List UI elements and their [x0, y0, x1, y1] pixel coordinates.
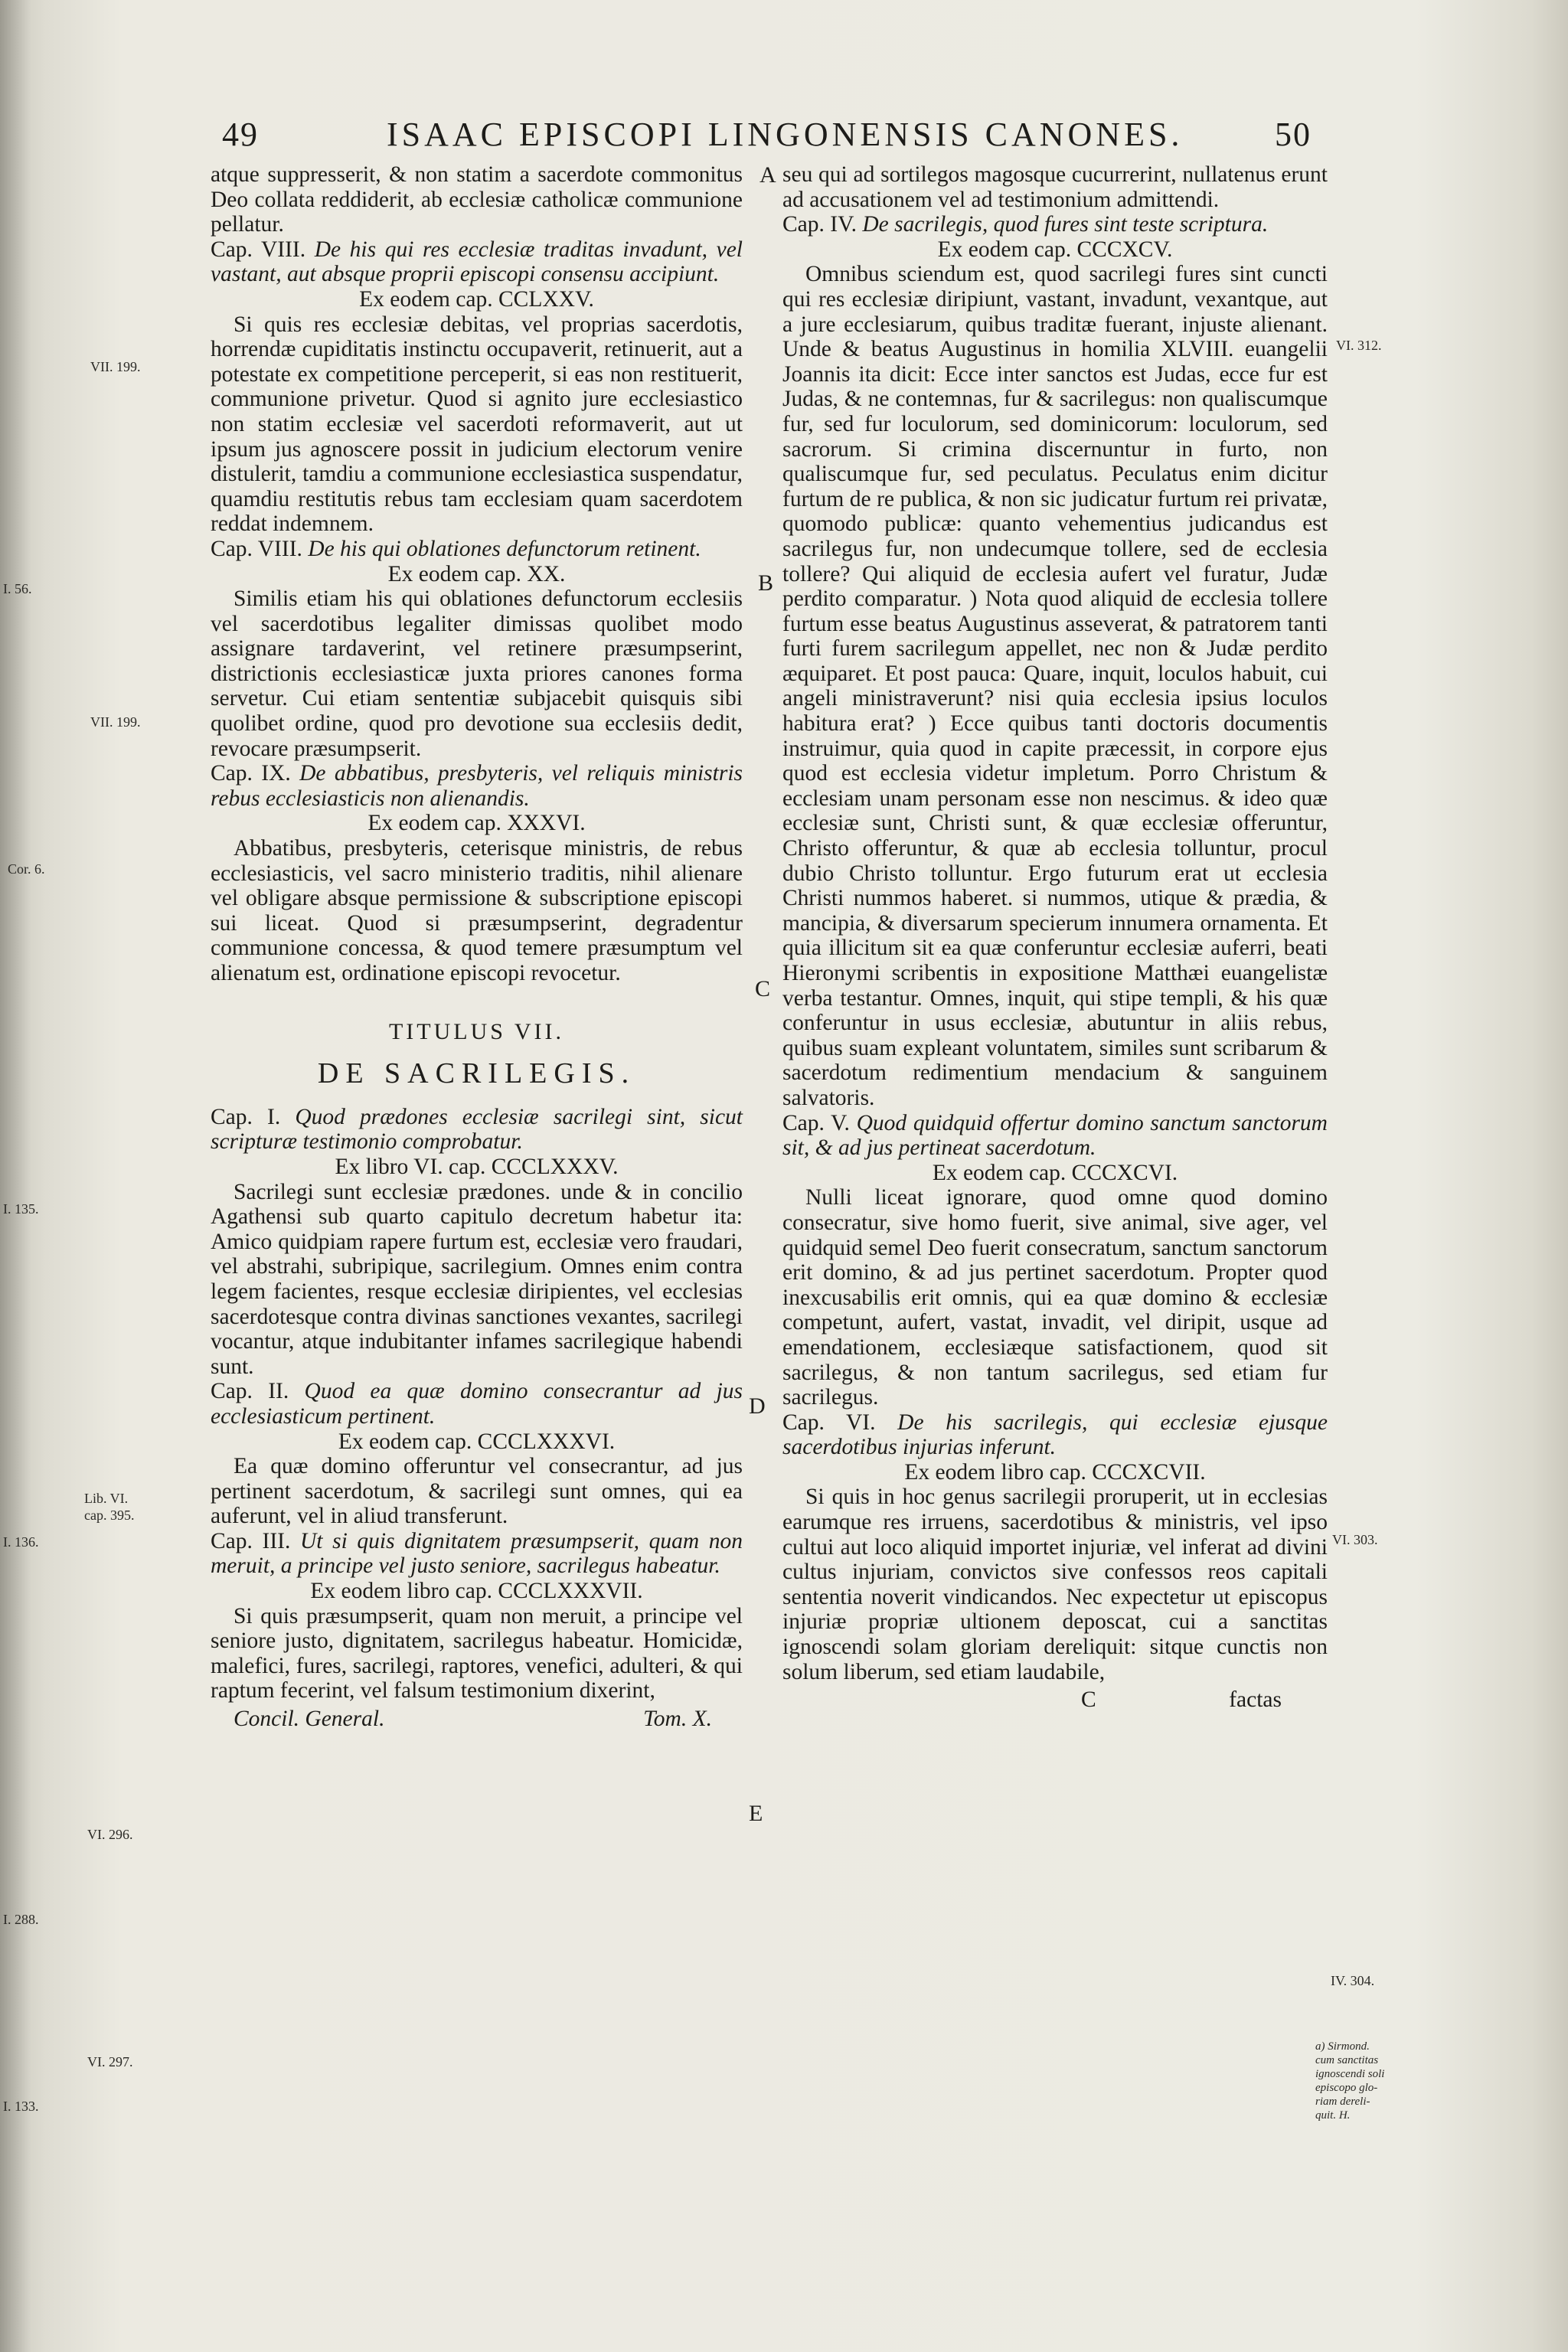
margin-note: VII. 199. — [90, 359, 141, 374]
section-letter-b: B — [758, 570, 774, 596]
titulus-heading: TITULUS VII. — [388, 1018, 565, 1044]
section-letter-e: E — [749, 1801, 763, 1826]
margin-note: I. 133. — [3, 2099, 39, 2114]
chapter-title: De his qui res ecclesiæ traditas invadunt, vel vastant, aut absque proprii episcopi consensu accipiunt. — [211, 237, 743, 287]
chapter-source: Ex eodem cap. CCCLXXXVI. — [338, 1429, 616, 1454]
chapter-number: Cap. VIII. — [211, 237, 306, 262]
chapter-source: Ex eodem cap. CCCXCVI. — [932, 1160, 1178, 1185]
right-column — [782, 162, 1328, 1713]
section-heading: DE SACRILEGIS. — [317, 1057, 636, 1090]
paragraph: Nulli liceat ignorare, quod omne quod domino consecratur, sive homo fuerit, sive animal, sive ager, vel quidquid semel Deo fuerit consecratum, sanctum sanctorum erit domino, & ad jus pertinet sacerdotum. Propter quod inexcusabilis erit omnis, qui ea quæ domino & ecclesiæ competunt, aufert, vastat, invadit, vel diripit, usque ad emendationem, ecclesiæque satisfactionem, quod sit sacrilegus, & non tantum sacrilegus, sed etiam fur sacrilegus. — [782, 1185, 1328, 1410]
chapter-title: Quod ea quæ domino consecrantur ad jus ecclesiasticum pertinent. — [211, 1379, 743, 1429]
chapter-source: Ex eodem cap. CCCXCV. — [937, 237, 1173, 262]
paragraph: atque suppresserit, & non statim a sacerdote commonitus Deo collata reddiderit, ab ecclesiæ catholicæ communione pellatur. — [211, 162, 743, 237]
chapter-source: Ex eodem libro cap. CCCXCVII. — [904, 1459, 1206, 1485]
section-letter-a: A — [760, 162, 776, 188]
chapter-heading — [782, 1111, 1328, 1161]
catchword: factas — [1229, 1687, 1282, 1713]
margin-note: VII. 199. — [90, 714, 141, 730]
paragraph: Si quis res ecclesiæ debitas, vel proprias sacerdotis, horrendæ cupiditatis instinctu occupaverit, retinuerit, aut a potestate ex competitione perceperit, si eas non restituerit, communione privetur. Quod si agnito jure ecclesiastico non statim ecclesiæ vel sacerdoti reformaverit, aut ut ipsum jus agnoscere possit in judicium electorum venire distulerit, tamdiu a communione ecclesiastica suspendatur, quamdiu restitutis rebus tam ecclesiam quam sacerdotem reddat indemnem. — [211, 312, 743, 537]
chapter-source: Ex eodem cap. XXXVI. — [368, 811, 586, 836]
chapter-heading — [782, 1410, 1328, 1460]
signature-mark: C — [1081, 1687, 1096, 1713]
chapter-number: Cap. III. — [211, 1528, 291, 1553]
section-letter-d: D — [749, 1393, 766, 1419]
left-column — [211, 162, 743, 1732]
margin-note: I. 136. — [3, 1534, 39, 1550]
chapter-heading — [211, 1379, 743, 1429]
paragraph: Si quis præsumpserit, quam non meruit, a principe vel seniore justo, dignitatem, sacrilegus habeatur. Homicidæ, malefici, fures, sacrilegi, raptores, venefici, adulteri, & qui raptum fecerint, vel falsum testimonium dixerint, — [211, 1603, 743, 1704]
chapter-source: Ex eodem libro cap. CCCLXXXVII. — [310, 1579, 643, 1604]
paragraph: Si quis in hoc genus sacrilegii proruperit, ut in ecclesias earumque res irruens, sacerdotibus & ministris, vel ipso cultui aut loco aliquid importet injuriæ, vel inferat ad divini cultus injuriam, convictos sive confessos reos capitali sententia noverit vindicandos. Nec expectetur ut episcopus injuriæ propriæ ultionem deposcat, cui a sanctitas ignoscendi solam gloriam dereliquit: sitque cunctis non solum liberum, sed etiam laudabile, — [782, 1485, 1328, 1684]
margin-note: VI. 296. — [87, 1827, 133, 1842]
catchline — [211, 1707, 743, 1732]
chapter-title: De abbatibus, presbyteris, vel reliquis ministris rebus ecclesiasticis non alienandis. — [211, 761, 743, 811]
margin-note: Lib. VI. cap. 395. — [84, 1491, 135, 1523]
chapter-number: Cap. VI. — [782, 1410, 876, 1435]
margin-note: IV. 304. — [1331, 1973, 1375, 1988]
chapter-number: Cap. II. — [211, 1379, 289, 1404]
margin-note: I. 135. — [3, 1201, 39, 1217]
catchline-left: Concil. General. — [234, 1707, 385, 1732]
paragraph: Ea quæ domino offeruntur vel consecrantur, ad jus pertinent sacerdotum, & sacrilegi sunt omnes, qui ea auferunt, vel in aliud transferunt. — [211, 1454, 743, 1529]
margin-note: I. 56. — [3, 581, 32, 596]
footnote: a) Sirmond. cum sanctitas ignoscendi soli episcopo glo- riam dereli- quit. H. — [1315, 2040, 1385, 2122]
margin-note: VI. 312. — [1336, 338, 1382, 353]
chapter-title: Quod quidquid offertur domino sanctum sanctorum sit, & ad jus pertineat sacerdotum. — [782, 1110, 1328, 1161]
chapter-heading — [211, 1529, 743, 1579]
paragraph: Abbatibus, presbyteris, ceterisque ministris, de rebus ecclesiasticis, vel sacro ministerio traditis, nihil alienare vel obligare absque permissione & subscriptione episcopi sui liceat. Quod si præsumpserint, degradentur communione concessa, & quod temere præsumptum vel alienatum est, ordinatione episcopi revocetur. — [211, 836, 743, 985]
chapter-title: Quod prædones ecclesiæ sacrilegi sint, sicut scripturæ testimonio comprobatur. — [211, 1104, 743, 1155]
chapter-number: Cap. V. — [782, 1110, 850, 1135]
chapter-title: De his sacrilegis, qui ecclesiæ ejusque sacerdotibus injurias inferunt. — [782, 1410, 1328, 1460]
paragraph: Omnibus sciendum est, quod sacrilegi fures sint cuncti qui res ecclesiæ diripiunt, vastant, invadunt, vexantque, aut a jure ecclesiarum, quibus traditæ fuerant, injuste alienant. Unde & beatus Augustinus in homilia XLVIII. euangelii Joannis ita dicit: Ecce inter sanctos est Judas, ecce fur est Judas, & ne contemnas, fur & sacrilegus: non qualiscumque fur, sed fur loculorum, sed dominicorum: loculorum, sed sacrorum. Si crimina discernuntur in furto, non qualiscumque fur, sed peculatus. Peculatus enim dicitur furtum de re publica, & non sic judicatur furtum rei privatæ, quomodo publicæ: quanto vehementius judicandus est sacrilegus fur, non undecumque tollere, sed de ecclesia tollere? Qui aliquid de ecclesia aufert vel furatur, Judæ perdito comparatur. ) Nota quod aliquid de ecclesia tollere furtum esse beatus Augustinus asseverat, & patratorem tanti furti furem sacrilegum appellet, nec non & Judæ perdito æquiparet. Et post pauca: Quare, inquit, loculos habuit, cui angeli ministraverunt? nisi quia ecclesia ipsius loculos habitura erat? ) Ecce quibus tanti doctoris documentis instruimur, quia quod in capite præcessit, in corpore ejus quod est ecclesia videtur impletum. Porro Christum & ecclesiam unam personam esse non nescimus. & ideo quæ ecclesiæ sunt, Christi sunt, & quæ ecclesiæ offeruntur, Christo offeruntur, & quæ ab ecclesia tolluntur, procul dubio Christo tolluntur. Ergo futurum erat ut ecclesia Christi nummos haberet. si nummos, utique & prædia, & mancipia, & diversarum specierum innumera ornamenta. Et quia illicitum sit ea quæ conferuntur ecclesiæ auferri, beati Hieronymi scribentis in expositione Matthæi euangelistæ verba testantur. Omnes, inquit, qui stipe templi, & his quæ conferuntur in usus ecclesiæ, abutuntur in aliis rebus, quibus suam expleant voluntatem, similes sunt scribarum & sacerdotum redimentium mendacium & sanguinem salvatoris. — [782, 262, 1328, 1110]
paragraph: seu qui ad sortilegos magosque cucurrerint, nullatenus erunt ad accusationem vel ad testimonium admittendi. — [782, 162, 1328, 212]
chapter-source: Ex eodem cap. XX. — [387, 561, 566, 586]
gutter-shadow — [0, 0, 31, 2352]
chapter-heading — [211, 537, 743, 562]
margin-note: VI. 303. — [1332, 1532, 1378, 1547]
margin-note: Cor. 6. — [8, 861, 45, 877]
margin-note: VI. 297. — [87, 2054, 133, 2069]
page-number-right: 50 — [1275, 116, 1312, 153]
catchline-right: Tom. X. — [643, 1707, 712, 1732]
chapter-heading — [211, 761, 743, 811]
chapter-title: Ut si quis dignitatem præsumpserit, quam non meruit, a principe vel justo seniore, sacrilegus habeatur. — [211, 1528, 743, 1579]
chapter-number: Cap. I. — [211, 1104, 281, 1129]
section-letter-c: C — [755, 976, 771, 1001]
chapter-heading — [782, 212, 1328, 237]
chapter-number: Cap. VIII. — [211, 536, 302, 561]
chapter-source: Ex libro VI. cap. CCCLXXXV. — [335, 1154, 619, 1179]
catchline — [782, 1687, 1328, 1713]
chapter-title: De sacrilegis, quod fures sint teste scriptura. — [862, 212, 1269, 237]
chapter-heading — [211, 237, 743, 287]
running-title: ISAAC EPISCOPI LINGONENSIS CANONES. — [387, 116, 1184, 153]
paragraph: Sacrilegi sunt ecclesiæ prædones. unde & in concilio Agathensi sub quarto capitulo decretum habetur ita: Amico quidpiam rapere furtum est, ecclesiæ vero fraudari, vel abstrahi, subripique, sacrilegium. Omnes enim contra legem facientes, resque ecclesiæ diripientes, vel ecclesias sacerdotesque contra divinas sanctiones vexantes, sacrilegi vocantur, atque indubitanter infames sacrilegique habendi sunt. — [211, 1179, 743, 1379]
chapter-number: Cap. IV. — [782, 212, 857, 237]
margin-note: I. 288. — [3, 1912, 39, 1927]
chapter-source: Ex eodem cap. CCLXXV. — [359, 286, 594, 312]
page-number-left: 49 — [222, 116, 259, 153]
chapter-title: De his qui oblationes defunctorum retinent. — [308, 536, 701, 561]
chapter-number: Cap. IX. — [211, 761, 291, 786]
chapter-heading — [211, 1105, 743, 1155]
paragraph: Similis etiam his qui oblationes defunctorum ecclesiis vel sacerdotibus legaliter dimissas quolibet modo assignare tardaverint, vel retinere præsumpserint, districtionis ecclesiasticæ juxta priores canones forma servetur. Cui etiam sententiæ subjacebit quisquis sibi quolibet ordine, quod pro devotione sua ecclesiis dedit, revocare præsumpserit. — [211, 586, 743, 761]
